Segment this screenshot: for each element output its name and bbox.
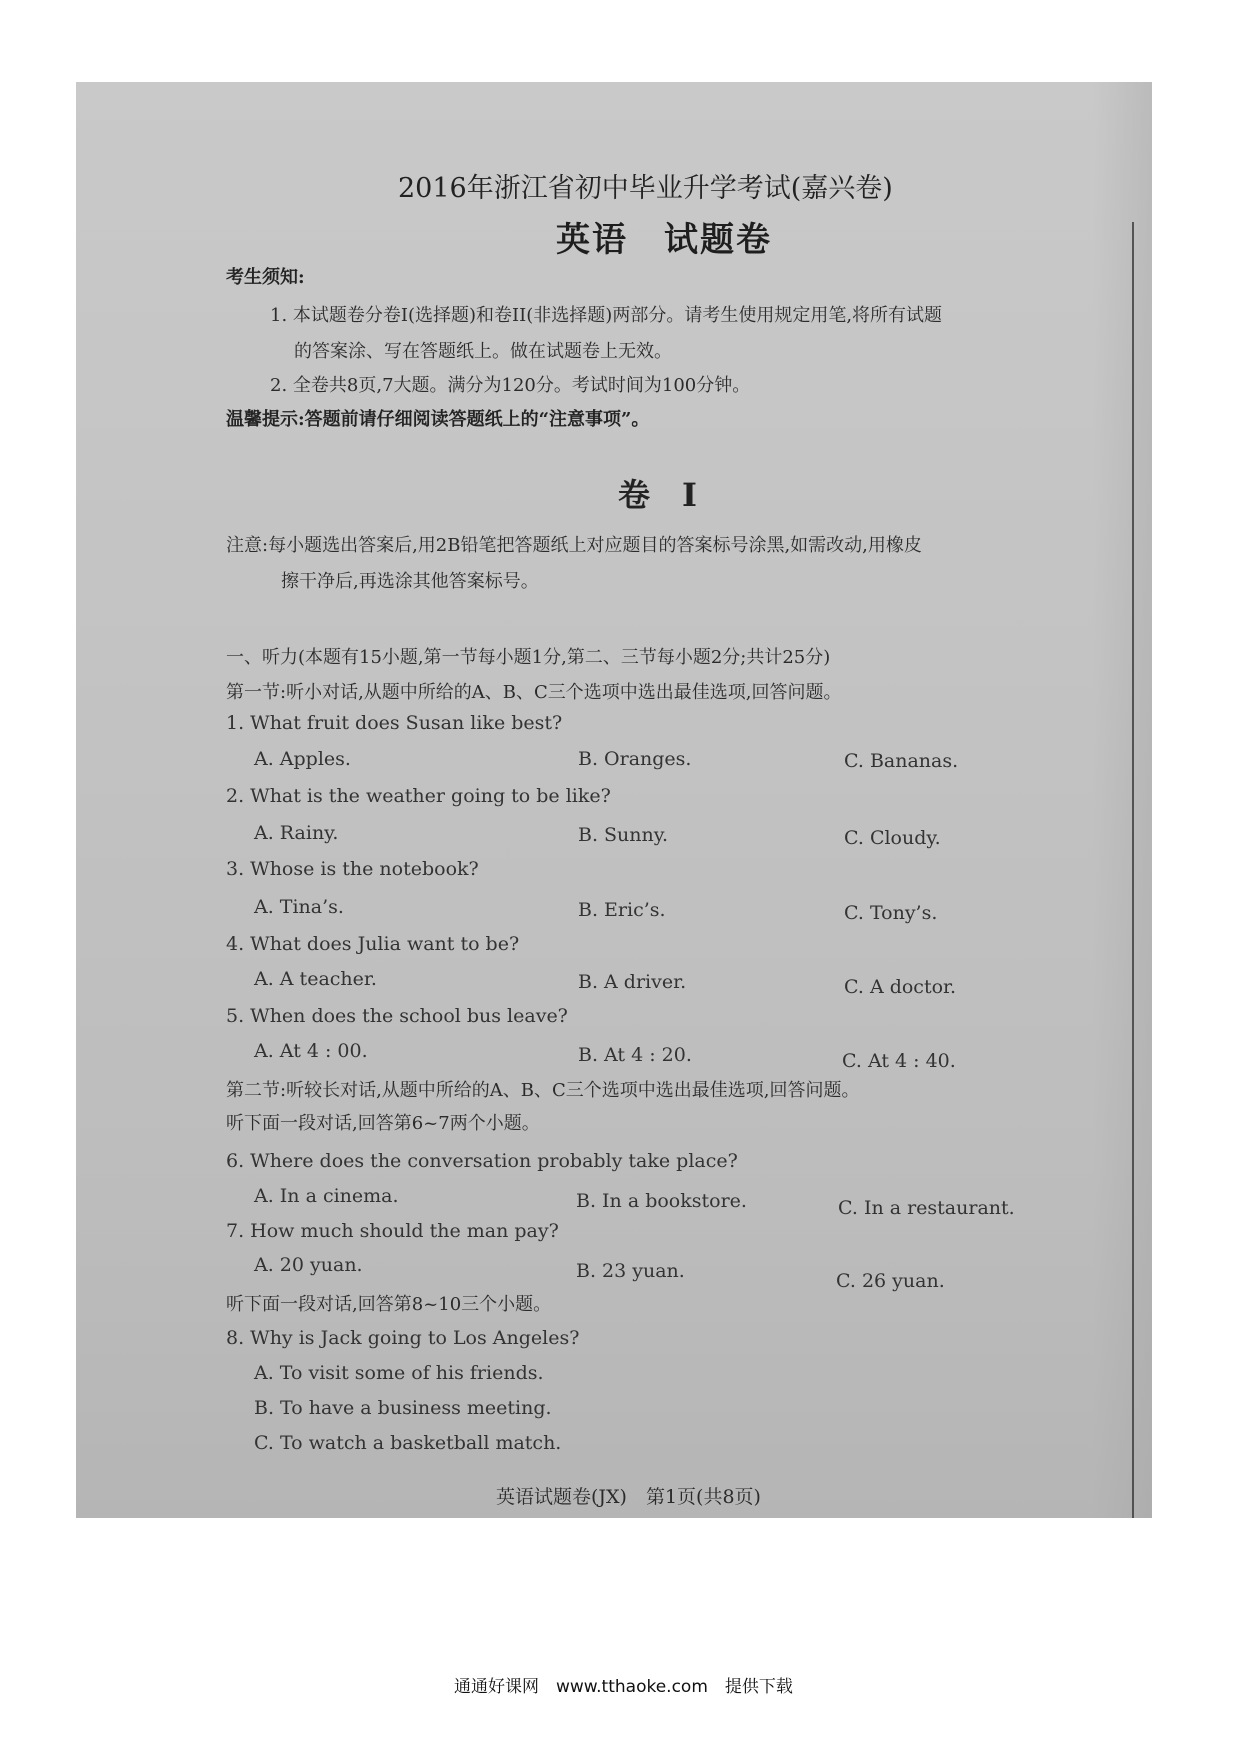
q8-option-a: A. To visit some of his friends.	[254, 1362, 544, 1384]
q7-option-c: C. 26 yuan.	[836, 1270, 945, 1292]
notice-item1-line1: 1. 本试题卷分卷I(选择题)和卷II(非选择题)两部分。请考生使用规定用笔,将所有试题	[270, 305, 943, 326]
page-footer: 英语试题卷(JX) 第1页(共8页)	[496, 1486, 761, 1508]
q7-option-a: A. 20 yuan.	[254, 1254, 363, 1276]
q5-option-b: B. At 4 : 20.	[578, 1044, 692, 1066]
q1-option-a: A. Apples.	[254, 748, 351, 770]
q2-stem: 2. What is the weather going to be like?	[226, 785, 611, 807]
q6-option-c: C. In a restaurant.	[838, 1197, 1015, 1219]
q3-option-c: C. Tony’s.	[844, 902, 938, 924]
q3-option-b: B. Eric’s.	[578, 899, 666, 921]
q1-option-b: B. Oranges.	[578, 748, 692, 770]
scanned-page-photo	[76, 82, 1152, 1518]
q4-option-c: C. A doctor.	[844, 976, 957, 998]
q4-option-a: A. A teacher.	[254, 968, 377, 990]
part2-instruction-2: 听下面一段对话,回答第8~10三个小题。	[226, 1294, 552, 1315]
page-edge-line	[1132, 222, 1134, 1518]
q6-stem: 6. Where does the conversation probably take place?	[226, 1150, 738, 1172]
attention-line1: 注意:每小题选出答案后,用2B铅笔把答题纸上对应题目的答案标号涂黑,如需改动,用橡皮	[226, 535, 922, 556]
q1-option-c: C. Bananas.	[844, 750, 959, 772]
q6-option-b: B. In a bookstore.	[576, 1190, 747, 1212]
q3-option-a: A. Tina’s.	[254, 896, 344, 918]
part1-heading: 第一节:听小对话,从题中所给的A、B、C三个选项中选出最佳选项,回答问题。	[226, 682, 842, 703]
q1-stem: 1. What fruit does Susan like best?	[226, 712, 563, 734]
q4-option-b: B. A driver.	[578, 971, 687, 993]
section1-heading: 一、听力(本题有15小题,第一节每小题1分,第二、三节每小题2分;共计25分)	[226, 647, 831, 668]
part2-heading: 第二节:听较长对话,从题中所给的A、B、C三个选项中选出最佳选项,回答问题。	[226, 1080, 860, 1101]
download-watermark: 通通好课网 www.tthaoke.com 提供下载	[454, 1677, 793, 1697]
q2-option-c: C. Cloudy.	[844, 827, 941, 849]
part2-instruction-1: 听下面一段对话,回答第6~7两个小题。	[226, 1113, 540, 1134]
q5-option-c: C. At 4 : 40.	[842, 1050, 956, 1072]
exam-subtitle: 英语 试题卷	[556, 220, 772, 260]
notice-item2: 2. 全卷共8页,7大题。满分为120分。考试时间为100分钟。	[270, 375, 751, 396]
q3-stem: 3. Whose is the notebook?	[226, 858, 479, 880]
q2-option-b: B. Sunny.	[578, 824, 669, 846]
q2-option-a: A. Rainy.	[254, 822, 339, 844]
notice-item1-line2: 的答案涂、写在答题纸上。做在试题卷上无效。	[294, 341, 672, 362]
attention-line2: 擦干净后,再选涂其他答案标号。	[281, 571, 539, 592]
notice-heading: 考生须知:	[226, 267, 305, 288]
q8-option-b: B. To have a business meeting.	[254, 1397, 552, 1419]
q5-option-a: A. At 4 : 00.	[254, 1040, 368, 1062]
q8-stem: 8. Why is Jack going to Los Angeles?	[226, 1327, 580, 1349]
q5-stem: 5. When does the school bus leave?	[226, 1005, 568, 1027]
warm-tip: 温馨提示:答题前请仔细阅读答题纸上的“注意事项”。	[226, 409, 650, 430]
q6-option-a: A. In a cinema.	[254, 1185, 399, 1207]
q4-stem: 4. What does Julia want to be?	[226, 933, 520, 955]
q7-option-b: B. 23 yuan.	[576, 1260, 685, 1282]
q7-stem: 7. How much should the man pay?	[226, 1220, 559, 1242]
q8-option-c: C. To watch a basketball match.	[254, 1432, 562, 1454]
volume-title: 卷 I	[618, 476, 697, 514]
exam-title: 2016年浙江省初中毕业升学考试(嘉兴卷)	[398, 173, 893, 204]
